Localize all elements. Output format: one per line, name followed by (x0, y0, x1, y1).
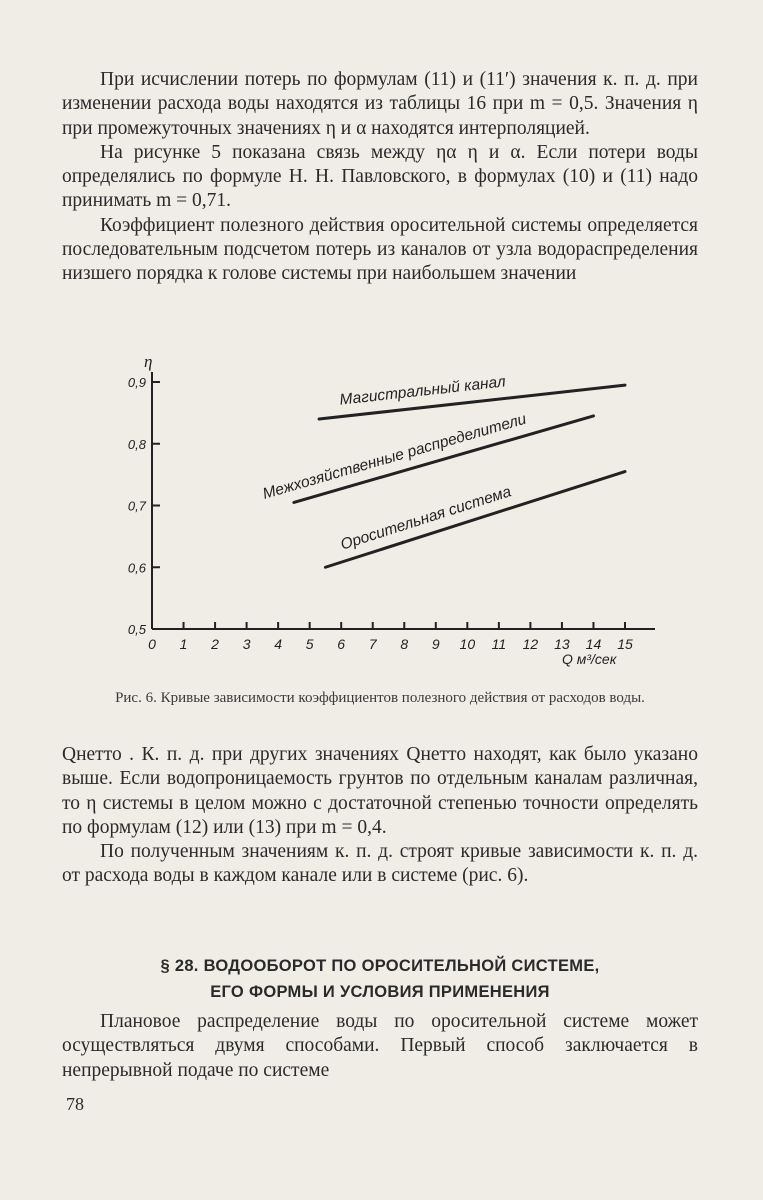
x-tick-label: 3 (242, 636, 251, 652)
body-text-section (62, 1010, 698, 1083)
x-tick-label: 10 (459, 636, 476, 652)
y-tick-label: 0,5 (127, 622, 146, 637)
x-tick-label: 15 (617, 636, 633, 652)
x-tick-label: 0 (148, 636, 156, 652)
paragraph: Плановое распределение воды по оросительной системе может осуществляться двумя способами. Первый способ заключается в непрерывной подаче по системе (62, 1011, 698, 1081)
paragraph: При исчислении потерь по формулам (11) и (11′) значения к. п. д. при изменении расхода воды находятся из таблицы 16 при m = 0,5. Значения η при промежуточных значениях η и α находятся интерполяцией. (62, 69, 698, 139)
paragraph: По полученным значениям к. п. д. строят кривые зависимости к. п. д. от расхода воды в каждом канале или в системе (рис. 6). (62, 841, 698, 887)
x-tick-label: 13 (554, 636, 570, 652)
paragraph: Коэффициент полезного действия оросительной системы определяется последовательным подсчетом потерь из каналов от узла водораспределения низшего порядка к голове системы при наибольшем значении (62, 214, 698, 285)
x-tick-label: 6 (337, 636, 346, 652)
x-tick-label: 12 (522, 636, 539, 652)
figure-caption: Рис. 6. Кривые зависимости коэффициентов полезного действия от расходов воды. (115, 690, 645, 706)
x-tick-label: 4 (274, 636, 283, 652)
x-tick-label: 2 (211, 636, 219, 652)
series-label: Межхозяйственные распределители (260, 410, 529, 503)
section-heading-line: ЕГО ФОРМЫ И УСЛОВИЯ ПРИМЕНЕНИЯ (210, 983, 550, 1001)
series-line (294, 416, 594, 502)
x-tick-label: 7 (368, 636, 377, 652)
y-tick-label: 0,9 (127, 375, 146, 390)
x-tick-label: 14 (585, 636, 602, 652)
section-heading-line: § 28. ВОДООБОРОТ ПО ОРОСИТЕЛЬНОЙ СИСТЕМЕ, (160, 957, 600, 975)
x-tick-label: 1 (179, 636, 188, 652)
body-text-bottom (62, 743, 698, 889)
y-tick-label: 0,6 (127, 560, 146, 576)
x-tick-label: 9 (431, 636, 440, 652)
series-label: Магистральный канал (338, 373, 507, 409)
series-label: Оросительная система (338, 483, 514, 554)
x-axis-label: Q м³/сек (562, 651, 617, 667)
page-number: 78 (66, 1094, 84, 1114)
paragraph: На рисунке 5 показана связь между ηα η и α. Если потери воды определялись по формуле Н. Н. Павловского, в формулах (10) и (11) надо принимать m = 0,71. (62, 141, 698, 212)
section-heading (62, 953, 698, 1005)
x-tick-label: 8 (400, 636, 409, 652)
y-axis-label: η (144, 352, 153, 371)
series-line (325, 472, 625, 568)
x-tick-label: 11 (491, 636, 507, 652)
y-tick-label: 0,7 (127, 498, 146, 514)
x-tick-label: 5 (305, 636, 314, 652)
paragraph: Qнетто . К. п. д. при других значениях Qнетто находят, как было указано выше. Если водопроницаемость грунтов по отдельным каналам различная, то η системы в целом можно с достаточной степенью точности определять по формулам (12) или (13) при m = 0,4. (62, 744, 698, 838)
y-tick-label: 0,8 (127, 436, 146, 452)
